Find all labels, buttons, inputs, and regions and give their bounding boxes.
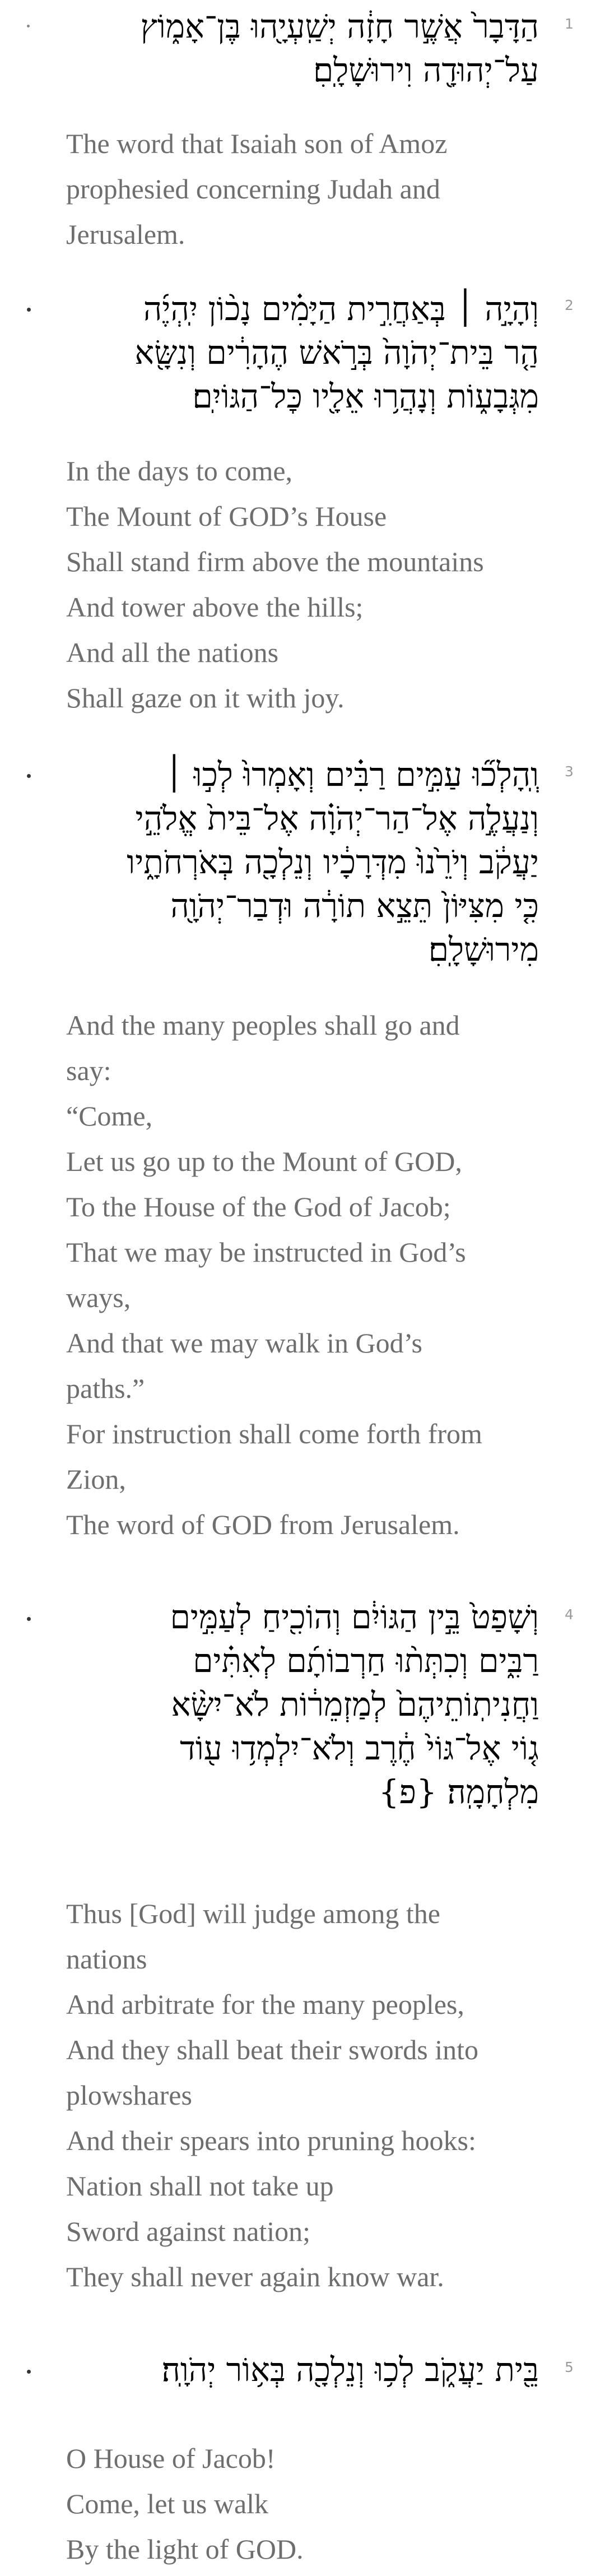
english-line: Zion, <box>66 1463 126 1495</box>
english-line: In the days to come, <box>66 455 293 487</box>
hebrew-line: מִירוּשָׁלָֽםִ׃ <box>428 930 539 969</box>
english-line: For instruction shall come forth from <box>66 1418 482 1449</box>
verse-number: 5 <box>565 2359 574 2375</box>
english-line: They shall never again know war. <box>66 2261 444 2292</box>
english-line: Shall stand firm above the mountains <box>66 546 484 577</box>
english-line: Let us go up to the Mount of GOD, <box>66 1146 462 1177</box>
verse-number: 3 <box>565 763 574 780</box>
english-line: And their spears into pruning hooks: <box>66 2125 476 2156</box>
hebrew-line: יַעֲקֹ֔ב וְיֹרֵ֙נוּ֙ מִדְּרָכָ֔יו וְנֵלְכָ֖ה בְּאֹרְחֹתָ֑יו <box>127 843 539 881</box>
english-line: The Mount of GOD’s House <box>66 501 387 532</box>
english-line: say: <box>66 1055 111 1086</box>
english-line: Come, let us walk <box>66 2488 269 2519</box>
hebrew-text <box>63 287 539 418</box>
hebrew-line: וְהָיָ֣ה ׀ בְּאַחֲרִ֣ית הַיָּמִ֗ים נָכ֨וֹן יִֽהְיֶ֜ה <box>143 290 539 328</box>
hebrew-line: מִגְּבָע֑וֹת וְנָהֲר֥וּ אֵלָ֖יו כׇּל־הַגּוֹיִֽם׃ <box>192 377 539 415</box>
hebrew-line: וְשָׁפַט֙ בֵּ֣ין הַגּוֹיִ֔ם וְהוֹכִ֖יחַ לְעַמִּ֣ים <box>170 1598 539 1636</box>
english-line: Sword against nation; <box>66 2216 311 2247</box>
english-line: To the House of the God of Jacob; <box>66 1191 451 1222</box>
english-line: Thus [God] will judge among the <box>66 1898 440 1929</box>
verse-number: 2 <box>565 297 574 313</box>
english-line: And that we may walk in God’s <box>66 1327 423 1359</box>
hebrew-line: וַחֲנִיתֽוֹתֵיהֶם֙ לְמַזְמֵר֔וֹת לֹא־יִשָּׂ֨א <box>171 1685 539 1723</box>
verse-marker-dot[interactable] <box>27 774 31 778</box>
hebrew-line: רַבִּ֑ים וְכִתְּת֨וּ חַרְבוֹתָ֜ם לְאִתִּ֗ים <box>193 1642 539 1680</box>
english-translation <box>66 2436 548 2572</box>
english-line: That we may be instructed in God’s <box>66 1236 466 1268</box>
english-line: nations <box>66 1943 147 1975</box>
hebrew-line: וְֽהָלְכ֞וּ עַמִּ֣ים רַבִּ֗ים וְאָמְרוּ֙ לְכ֣וּ ׀ <box>165 756 539 794</box>
hebrew-line: עַל־יְהוּדָ֖ה וִירוּשָׁלָֽםִ׃ <box>313 51 539 89</box>
english-translation <box>66 1891 548 2300</box>
english-translation <box>66 1003 548 1548</box>
hebrew-text <box>63 2348 539 2392</box>
english-line: O House of Jacob! <box>66 2443 276 2474</box>
hebrew-line: הַ֤ר בֵּית־יְהֹוָה֙ בְּרֹ֣אשׁ הֶהָרִ֔ים וְנִשָּׂ֖א <box>134 333 539 372</box>
english-line: The word of GOD from Jerusalem. <box>66 1509 460 1540</box>
hebrew-text <box>63 4 539 92</box>
hebrew-line: מִלְחָמָֽה׃ {פ} <box>378 1773 539 1811</box>
english-line: prophesied concerning Judah and <box>66 173 440 205</box>
english-line: Nation shall not take up <box>66 2170 334 2202</box>
english-line: And the many peoples shall go and <box>66 1009 460 1041</box>
verse-number: 1 <box>565 16 574 32</box>
english-line: The word that Isaiah son of Amoz <box>66 128 448 159</box>
hebrew-line: ג֤וֹי אֶל־גּוֹי֙ חֶ֔רֶב וְלֹא־יִלְמְד֥וּ ע֖וֹד <box>179 1729 539 1767</box>
english-line: And they shall beat their swords into <box>66 2034 478 2065</box>
verse-marker-dot[interactable] <box>27 2370 31 2374</box>
english-translation <box>66 448 548 721</box>
hebrew-text <box>63 753 539 971</box>
english-line: plowshares <box>66 2079 192 2111</box>
english-line: paths.” <box>66 1373 145 1404</box>
english-translation <box>66 121 548 257</box>
english-line: ways, <box>66 1282 131 1313</box>
english-line: Shall gaze on it with joy. <box>66 682 345 714</box>
hebrew-line: וְנַעֲלֶ֣ה אֶל־הַר־יְהֹוָ֗ה אֶל־בֵּית֙ אֱלֹהֵ֣י <box>135 799 539 837</box>
english-line: And arbitrate for the many peoples, <box>66 1989 464 2020</box>
english-line: By the light of GOD. <box>66 2533 304 2565</box>
verse-marker-dot[interactable] <box>27 308 31 312</box>
verse-number: 4 <box>565 1606 574 1623</box>
hebrew-line: הַדָּבָר֙ אֲשֶׁ֣ר חָזָ֔ה יְשַֽׁעְיָ֖הוּ בֶּן־אָמ֑וֹץ <box>140 7 539 45</box>
english-line: And tower above the hills; <box>66 591 364 623</box>
hebrew-text <box>63 1595 539 1814</box>
hebrew-line: כִּ֤י מִצִּיּוֹן֙ תֵּצֵ֣א תוֹרָ֔ה וּדְבַר־יְהֹוָ֖ה <box>170 887 539 925</box>
verse-marker-dot[interactable] <box>27 25 30 27</box>
english-line: Jerusalem. <box>66 219 185 250</box>
english-line: And all the nations <box>66 637 279 668</box>
hebrew-line: בֵּ֖ית יַעֲקֹ֑ב לְכ֥וּ וְנֵלְכָ֖ה בְּא֥וֹר יְהֹוָֽה׃ <box>161 2351 539 2389</box>
english-line: “Come, <box>66 1100 153 1132</box>
verse-marker-dot[interactable] <box>27 1617 31 1621</box>
